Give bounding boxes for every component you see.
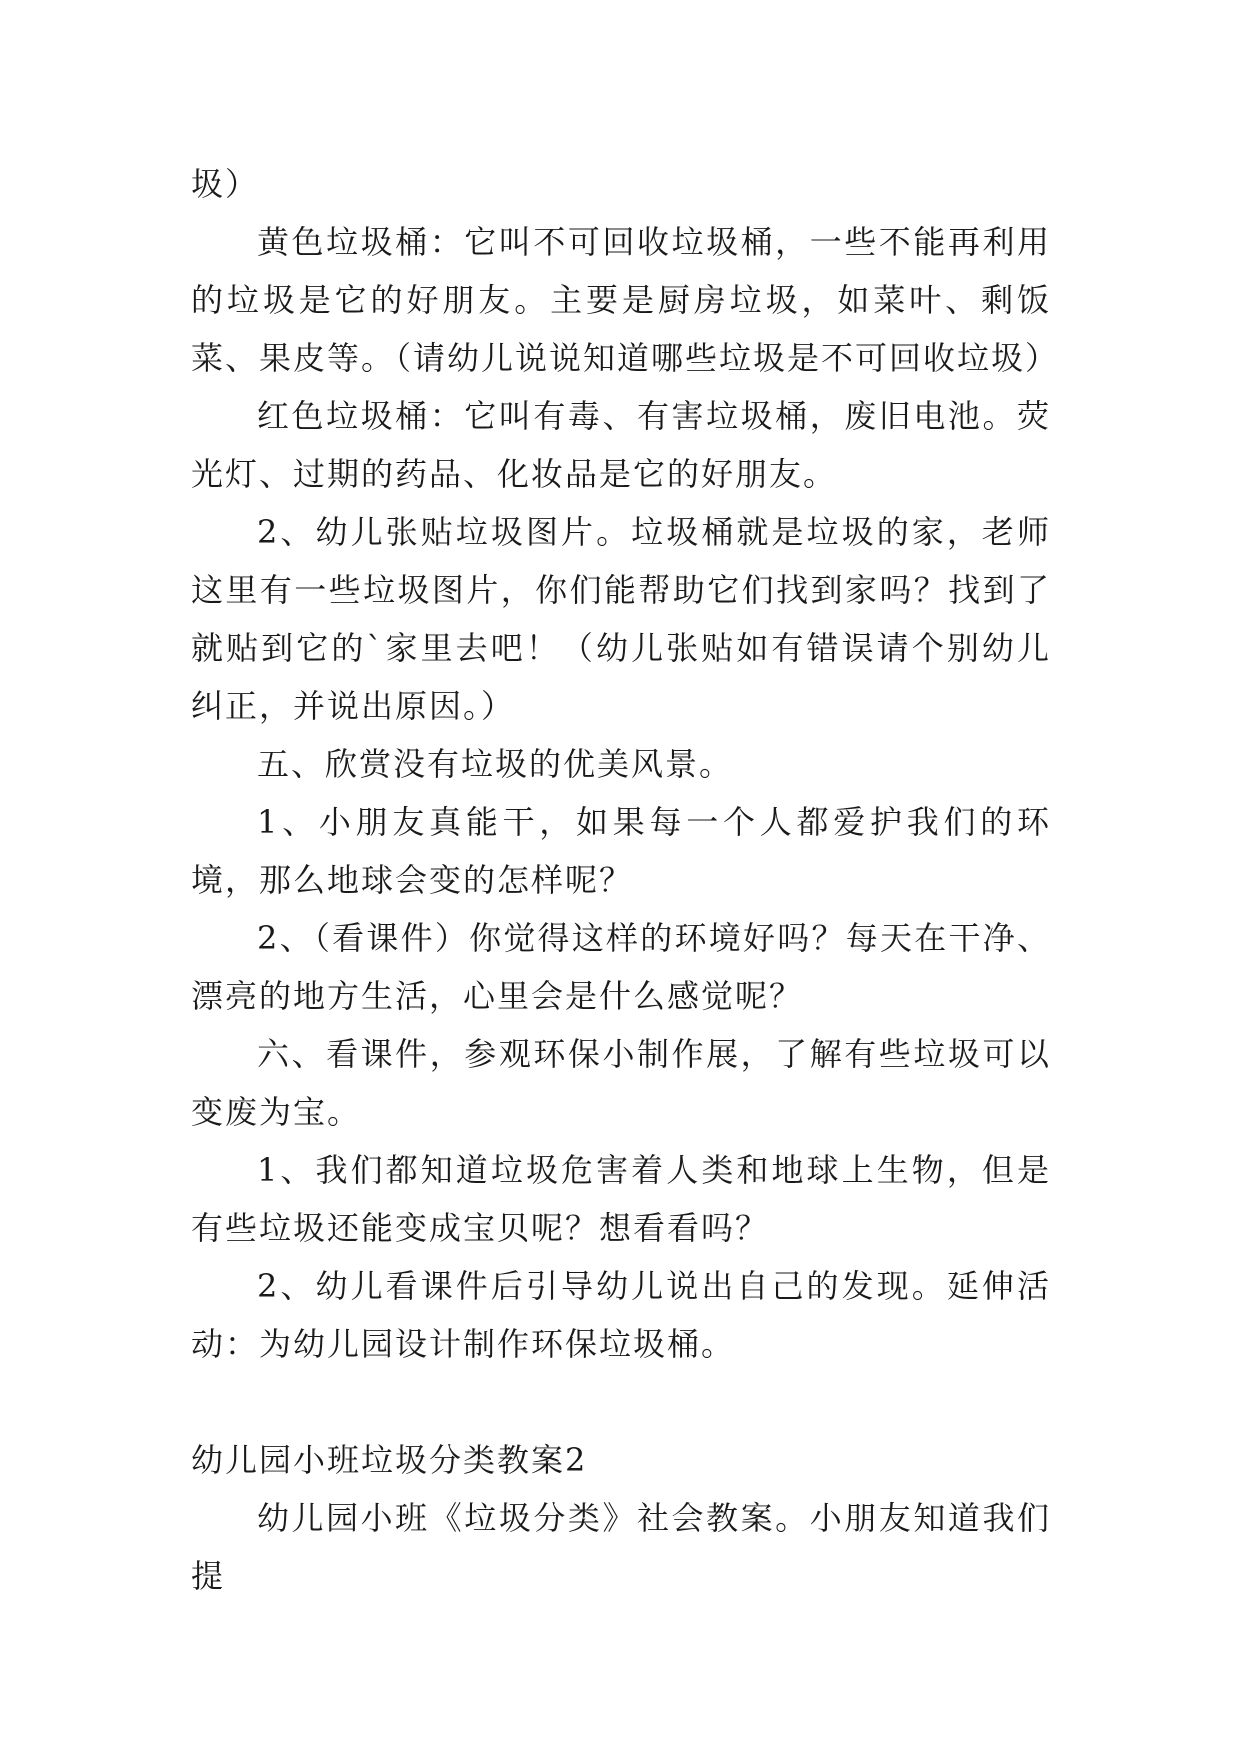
paragraph: 2、幼儿看课件后引导幼儿说出自己的发现。延伸活动：为幼儿园设计制作环保垃圾桶。 — [191, 1267, 1051, 1363]
paragraph: 1、我们都知道垃圾危害着人类和地球上生物，但是有些垃圾还能变成宝贝呢？想看看吗？ — [191, 1151, 1051, 1247]
section-intro: 幼儿园小班《垃圾分类》社会教案。小朋友知道我们提 — [191, 1499, 1051, 1595]
paragraph: 黄色垃圾桶：它叫不可回收垃圾桶，一些不能再利用的垃圾是它的好朋友。主要是厨房垃圾，如菜叶、剩饭菜、果皮等。（请幼儿说说知道哪些垃圾是不可回收垃圾） — [191, 223, 1060, 377]
document-body — [191, 155, 1060, 1605]
paragraph: 红色垃圾桶：它叫有毒、有害垃圾桶，废旧电池。荧光灯、过期的药品、化妆品是它的好朋友。 — [191, 397, 1051, 493]
paragraph: 圾） — [191, 165, 260, 203]
section-heading-five: 五、欣赏没有垃圾的优美风景。 — [257, 745, 734, 783]
section-heading-six: 六、看课件，参观环保小制作展，了解有些垃圾可以变废为宝。 — [191, 1035, 1051, 1131]
paragraph: 2、（看课件）你觉得这样的环境好吗？每天在干净、漂亮的地方生活，心里会是什么感觉呢？ — [191, 919, 1051, 1015]
paragraph: 1、小朋友真能干，如果每一个人都爱护我们的环境，那么地球会变的怎样呢？ — [191, 803, 1051, 899]
section-title: 幼儿园小班垃圾分类教案2 — [191, 1441, 588, 1479]
paragraph: 2、幼儿张贴垃圾图片。垃圾桶就是垃圾的家，老师这里有一些垃圾图片，你们能帮助它们找到家吗？找到了就贴到它的`家里去吧！（幼儿张贴如有错误请个别幼儿纠正，并说出原因。） — [191, 513, 1051, 725]
